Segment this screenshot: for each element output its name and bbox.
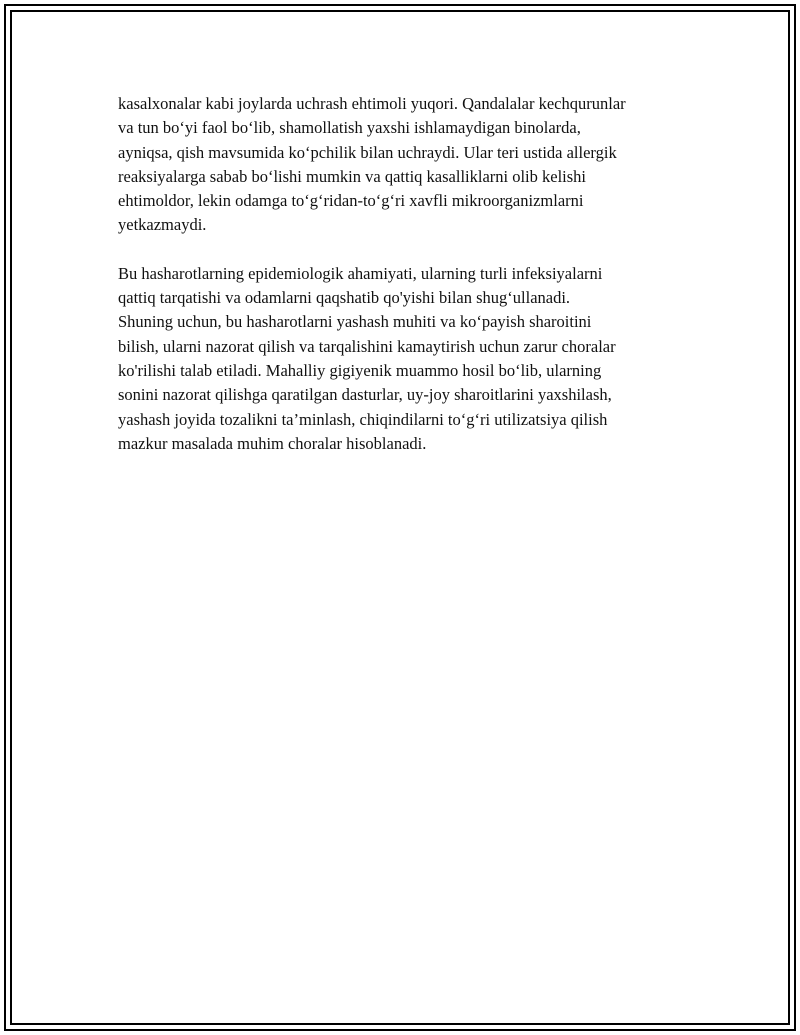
document-body: [118, 92, 696, 480]
paragraph-2: Bu hasharotlarning epidemiologik ahamiyati, ularning turli infeksiyalarni qattiq tarqatishi va odamlarni qaqshatib qo'yishi bilan shug‘ullanadi. Shuning uchun, bu hasharotlarni yashash muhiti va ko‘payish sharoitini bilish, ularni nazorat qilish va tarqalishini kamaytirish uchun zarur choralar ko'rilishi talab etiladi. Mahalliy gigiyenik muammo hosil bo‘lib, ularning sonini nazorat qilishga qaratilgan dasturlar, uy-joy sharoitlarini yaxshilash, yashash joyida tozalikni ta’minlash, chiqindilarni to‘g‘ri utilizatsiya qilish mazkur masalada muhim choralar hisoblanadi.: [118, 263, 616, 453]
paragraph-1: kasalxonalar kabi joylarda uchrash ehtimoli yuqori. Qandalalar kechqurunlar va tun bo‘yi faol bo‘lib, shamollatish yaxshi ishlamaydigan binolarda, ayniqsa, qish mavsumida ko‘pchilik bilan uchraydi. Ular teri ustida allergik reaksiyalarga sabab bo‘lishi mumkin va qattiq kasalliklarni olib kelishi ehtimoldor, lekin odamga to‘g‘ridan-to‘g‘ri xavfli mikroorganizmlarni yetkazmaydi.: [118, 94, 626, 235]
